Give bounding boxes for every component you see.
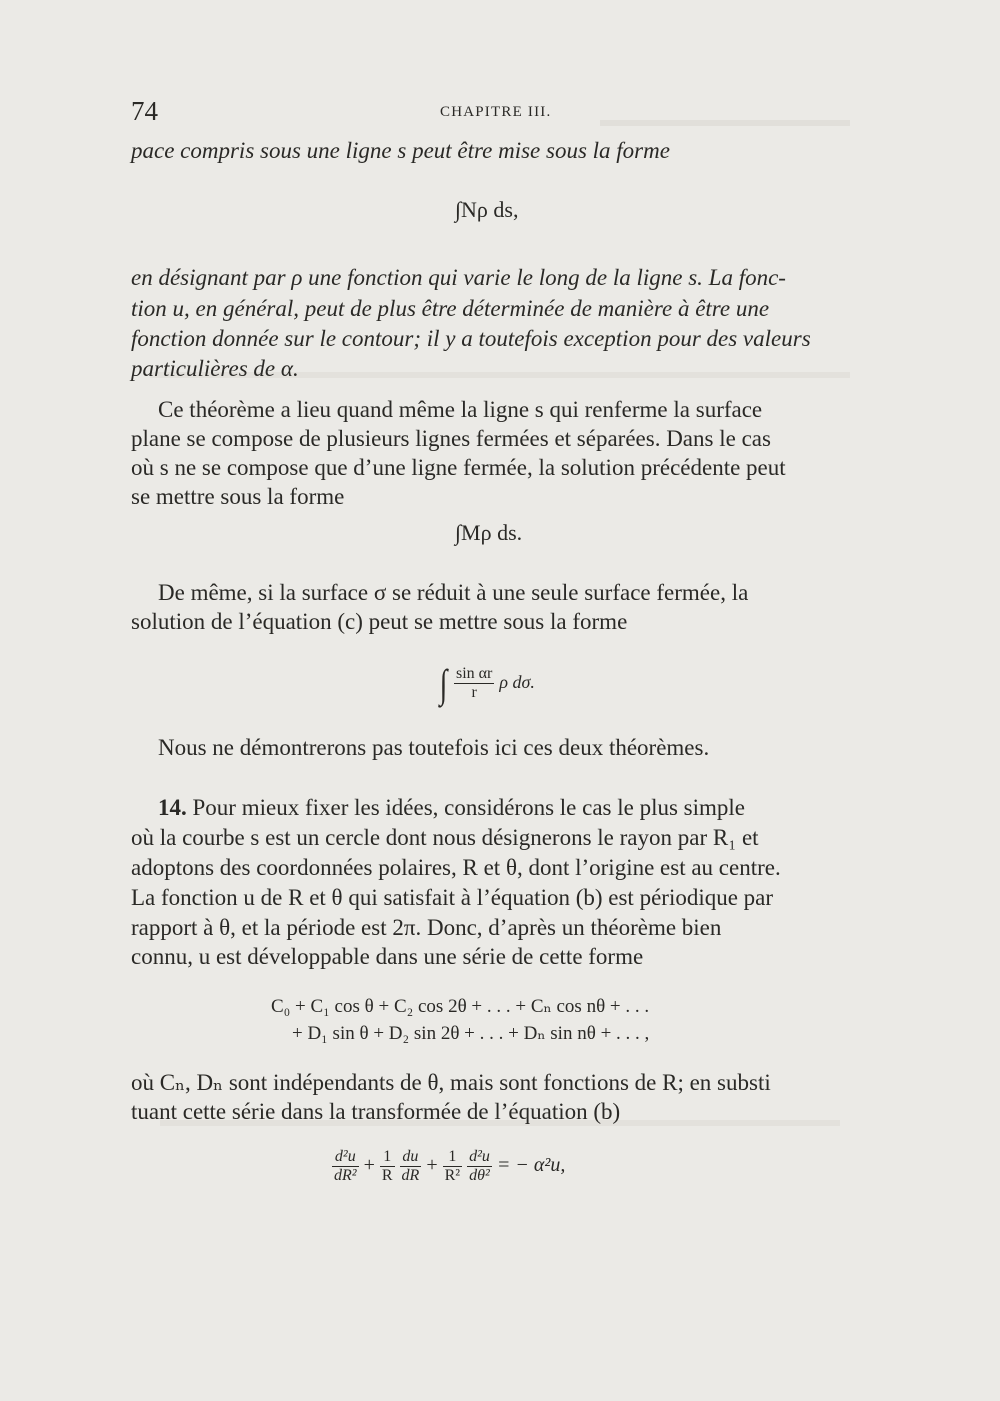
series-line-cos: C₀ + C₁ cos θ + C₂ cos 2θ + . . . + Cₙ cos nθ + . . .	[271, 996, 650, 1017]
text-line: solution de l’équation (c) peut se mettre sous la forme	[131, 609, 628, 634]
formula-tail: ρ dσ.	[499, 672, 535, 693]
text-line: connu, u est développable dans une série de cette forme	[131, 944, 644, 969]
running-title: CHAPITRE III.	[440, 104, 552, 120]
denominator: dR	[401, 1167, 420, 1184]
formula-surface-integral	[438, 660, 535, 707]
text-line: pace compris sous une ligne s peut être mise sous la forme	[131, 138, 670, 163]
integral-sign: ∫	[439, 661, 448, 706]
text-line: De même, si la surface σ se réduit à une seule surface fermée, la	[158, 580, 749, 605]
text-line: plane se compose de plusieurs lignes fermées et séparées. Dans le cas	[131, 426, 771, 451]
text-line: La fonction u de R et θ qui satisfait à l’équation (b) est périodique par	[131, 885, 774, 910]
text-line: particulières de α.	[131, 356, 299, 381]
fraction	[454, 665, 494, 702]
formula-integral-m: ∫Mρ ds.	[455, 520, 523, 545]
plus-sign: +	[426, 1154, 438, 1177]
text-line: Ce théorème a lieu quand même la ligne s qui renferme la surface	[158, 397, 763, 422]
text-line: fonction donnée sur le contour; il y a toutefois exception pour des valeurs	[131, 326, 811, 351]
text-line: rapport à θ, et la période est 2π. Donc, d’après un théorème bien	[131, 915, 722, 940]
text-line	[158, 793, 745, 823]
numerator: du	[400, 1148, 422, 1167]
text-line: où s ne se compose que d’une ligne fermée, la solution précédente peut	[131, 455, 786, 480]
fraction	[380, 1148, 395, 1185]
text-line: Nous ne démontrerons pas toutefois ici ces deux théorèmes.	[158, 735, 710, 760]
denominator: dθ²	[469, 1167, 490, 1184]
numerator: 1	[380, 1148, 395, 1167]
section-number: 14.	[158, 795, 187, 820]
differential-equation	[332, 1148, 565, 1185]
denominator: r	[471, 684, 477, 701]
text-line: se mettre sous la forme	[131, 484, 345, 509]
fraction	[443, 1148, 462, 1185]
denominator: R	[381, 1167, 393, 1184]
numerator: d²u	[469, 1148, 490, 1165]
text-line: où la courbe s est un cercle dont nous désignerons le rayon par R₁ et	[131, 825, 759, 850]
plus-sign: +	[363, 1154, 375, 1177]
equation-rhs: = − α²u,	[496, 1154, 566, 1177]
text-line: où Cₙ, Dₙ sont indépendants de θ, mais sont fonctions de R; en substi	[131, 1070, 771, 1095]
fraction	[400, 1148, 422, 1185]
series-line-sin: + D₁ sin θ + D₂ sin 2θ + . . . + Dₙ sin nθ + . . . ,	[292, 1023, 650, 1044]
formula-integral-n: ∫Nρ ds,	[455, 197, 519, 222]
numerator: sin αr	[455, 665, 493, 682]
denominator: R²	[444, 1167, 461, 1184]
text-line: en désignant par ρ une fonction qui varie le long de la ligne s. La fonc-	[131, 265, 786, 290]
text-line: tuant cette série dans la transformée de l’équation (b)	[131, 1099, 621, 1124]
denominator: dR²	[334, 1167, 357, 1184]
text-line: tion u, en général, peut de plus être déterminée de manière à être une	[131, 296, 770, 321]
numerator: d²u	[332, 1148, 359, 1167]
page-number: 74	[131, 96, 158, 126]
numerator: 1	[443, 1148, 462, 1167]
fraction	[467, 1148, 492, 1185]
section-first-line: Pour mieux fixer les idées, considérons le cas le plus simple	[192, 795, 746, 820]
fraction	[332, 1148, 359, 1185]
bleed-through-mark	[600, 120, 850, 126]
text-line: adoptons des coordonnées polaires, R et θ, dont l’origine est au centre.	[131, 855, 781, 880]
